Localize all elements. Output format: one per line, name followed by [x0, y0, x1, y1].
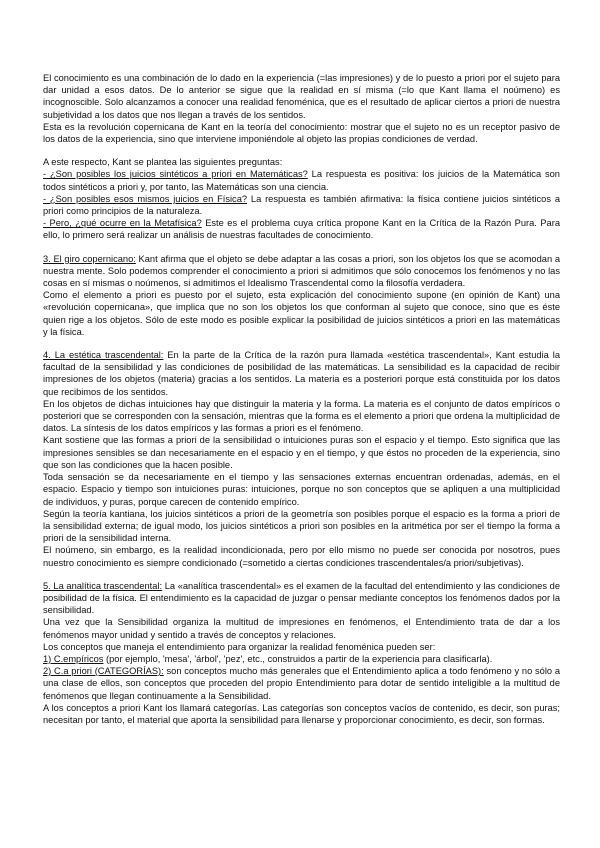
section-4-paragraph-3: Kant sostiene que las formas a priori de la sensibilidad o intuiciones puras son el espacio y el tiempo. Esto significa que las impresiones sensibles se dan necesariamente en el espacio y en el tiempo, y que éstos no proceden de la experiencia, sino que son las condiciones que la hacen posible.: [43, 435, 560, 470]
section-3-paragraph-1: [43, 253, 560, 290]
list-item-categorias: [43, 665, 560, 702]
section-4-paragraph-1: [43, 349, 560, 398]
spacer: [43, 145, 560, 156]
question-2-title: - ¿Son posibles esos mismos juicios en Física?: [43, 193, 248, 204]
section-4-heading: 4. La estética trascendental:: [43, 350, 164, 361]
intro-paragraph-2: Esta es la revolución copernicana de Kant en la teoría del conocimiento: mostrar que el sujeto no es un receptor pasivo de los datos de la experiencia, sino que interviene imponiéndole al objeto las propias condiciones de verdad.: [43, 121, 560, 145]
section-4-paragraph-2: En los objetos de dichas intuiciones hay que distinguir la materia y la forma. La materia es el conjunto de datos empíricos o posteriori que se corresponden con la sensación, mientras que la forma es el elemento a priori que ordena la multiplicidad de datos. La síntesis de los datos empíricos y las formas a priori es el fenómeno.: [43, 398, 560, 434]
list-item-empiricos-text: (por ejemplo, 'mesa', 'árbol', 'pez', etc., construidos a partir de la experiencia para clasificarla).: [103, 653, 493, 664]
section-4-paragraph-6: El noúmeno, sin embargo, es la realidad incondicionada, pero por ello mismo no puede ser conocida por nosotros, pues nuestro conocimiento es siempre condicionado (=sometido a ciertas condiciones trascendentales/a priori/subjetivas).: [43, 545, 560, 568]
questions-section: [43, 156, 560, 241]
section-4-paragraph-5: Según la teoría kantiana, los juicios sintéticos a priori de la geometría son posibles porque el espacio es la forma a priori de la sensibilidad externa; de igual modo, los juicios sintéticos a priori son posibles en la aritmética por ser el tiempo la forma a priori de la sensibilidad interna.: [43, 508, 560, 544]
section-5: [43, 580, 560, 726]
section-4-paragraph-4: Toda sensación se da necesariamente en el tiempo y las sensaciones externas encuentran ordenadas, además, en el espacio. Espacio y tiempo son intuiciones puras: intuiciones, porque no son conceptos que se apliquen a una multiplicidad de individuos, y puras, porque carecen de contenido empírico.: [43, 472, 560, 507]
section-5-paragraph-2: Una vez que la Sensibilidad organiza la multitud de impresiones en fenómenos, el Entendimiento trata de dar a los fenómenos mayor unidad y sentido a través de conceptos y relaciones.: [43, 617, 560, 640]
section-5-heading: 5. La analítica trascendental:: [43, 580, 163, 591]
section-5-paragraph-4: A los conceptos a priori Kant los llamará categorías. Las categorías son conceptos vacíos de contenido, es decir, son puras; necesitan por tanto, el material que aporta la sensibilidad para llenarse y proporcionar conocimiento, es decir, son formas.: [43, 702, 560, 725]
spacer: [43, 242, 560, 253]
section-3-text: Kant afirma que el objeto se debe adaptar a las cosas a priori, son los objetos los que se acomodan a nuestra mente. Solo podemos comprender el conocimiento a priori si admitimos que sólo conocemos los fenómenos y no las cosas en sí mismas o noúmenos, si admitimos el Idealismo Trascendental como la filosofía verdadera.: [43, 253, 560, 289]
question-2: [43, 193, 560, 217]
list-item-empiricos: [43, 653, 560, 665]
section-3-heading: 3. El giro copernicano:: [43, 253, 136, 264]
question-3-answer: Este es el problema cuya crítica propone Kant en la Crítica de la Razón Pura. Para ello, lo primero será realizar un análisis de nuestras facultades de conocimiento.: [43, 218, 560, 241]
section-5-paragraph-3: Los conceptos que maneja el entendimiento para organizar la realidad fenoménica pueden ser:: [43, 641, 436, 652]
spacer: [43, 569, 560, 580]
section-3: [43, 253, 560, 338]
question-2-answer: La respuesta es también afirmativa: la física contiene juicios sintéticos a priori como principios de la naturaleza.: [43, 193, 561, 217]
questions-lead: A este respecto, Kant se plantea las siguientes preguntas:: [43, 157, 283, 168]
section-3-paragraph-2: Como el elemento a priori es puesto por el sujeto, esta explicación del conocimiento supone (en opinión de Kant) una «revolución copernicana», que implica que no son los objetos los que conforman al sujeto que conoce, sino que es éste quien rige a los objetos. Sólo de este modo es posible explicar la posibilidad de juicios sintéticos a priori en las matemáticas y la física.: [43, 290, 560, 337]
spacer: [43, 338, 560, 349]
question-1: [43, 168, 560, 192]
question-3-title: - Pero, ¿qué ocurre en la Metafísica?: [43, 218, 202, 229]
section-4: [43, 349, 560, 569]
question-1-title: - ¿Son posibles los juicios sintéticos a priori en Matemáticas?: [43, 169, 308, 180]
list-item-empiricos-label: 1) C.empíricos: [43, 653, 104, 664]
intro-paragraph-1: El conocimiento es una combinación de lo dado en la experiencia (=las impresiones) y de lo puesto a priori por el sujeto para dar unidad a esos datos. De lo anterior se sigue que la realidad en sí misma (=lo que Kant llama el noúmeno) es incognoscible. Solo alcanzamos a conocer una realidad fenoménica, que es el resultado de aplicar ciertos a priori de nuestra subjetividad a los datos que nos llegan a través de los sentidos.: [43, 73, 560, 120]
list-item-categorias-text: son conceptos mucho más generales que el Entendimiento aplica a todo fenómeno y no sólo a una clase de ellos, son conceptos que proceden del propio Entendimiento para dotar de sentido inteligible a la multitud de fenómenos que llegan continuamente a la Sensibilidad.: [43, 666, 560, 701]
intro-section: [43, 72, 560, 145]
section-5-paragraph-1: [43, 580, 560, 617]
section-5-text: La «analítica trascendental» es el examen de la facultad del entendimiento y las condiciones de posibilidad de la física. El entendimiento es la capacidad de juzgar o pensar mediante conceptos los fenómenos dados por la sensibilidad.: [43, 580, 560, 616]
question-1-answer: La respuesta es positiva: los juicios de la Matemática son todos sintéticos a priori y, por tanto, las Matemáticas son una ciencia.: [43, 169, 560, 192]
question-3: [43, 217, 560, 241]
list-item-categorias-label: 2) C.a priori (CATEGORÍAS):: [43, 666, 164, 677]
section-4-text: En la parte de la Crítica de la razón pura llamada «estética trascendental», Kant estudia la facultad de la sensibilidad y las condiciones de posibilidad de las matemáticas. La sensibilidad es la capacidad de recibir impresiones de los objetos (materia) gracias a los sentidos. La materia es a posteriori porque está constituida por los datos que recibimos de los sentidos.: [43, 350, 560, 397]
